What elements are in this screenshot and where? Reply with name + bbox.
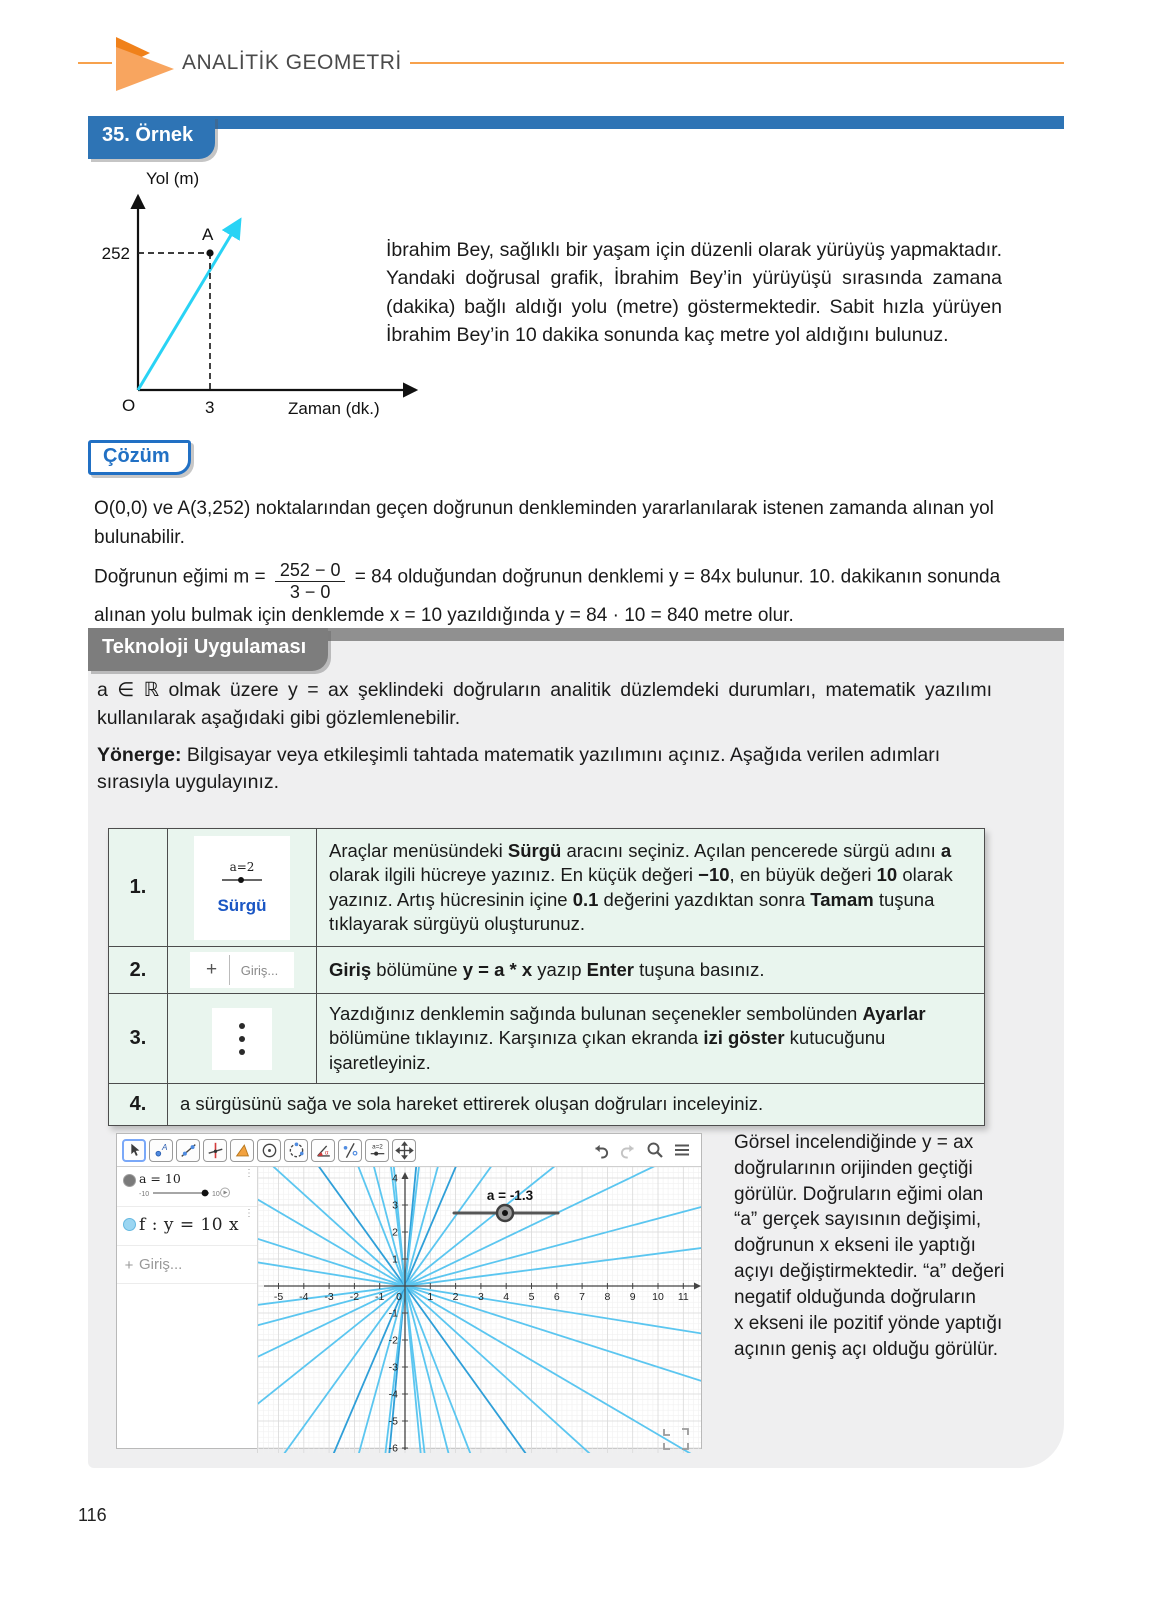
- row-options-dots-icon[interactable]: ⋮: [244, 1208, 254, 1219]
- svg-text:3: 3: [392, 1199, 398, 1212]
- y-axis-label: Yol (m): [146, 169, 200, 188]
- svg-text:6: 6: [553, 1291, 560, 1303]
- algebra-slider-track[interactable]: [139, 1186, 231, 1199]
- header-rule-left: [78, 62, 112, 65]
- svg-text:10: 10: [652, 1291, 664, 1303]
- step-icon-cell: [168, 947, 317, 994]
- solution-line-2: [94, 560, 1002, 631]
- yonerge-text-2: sırasıyla uygulayınız.: [97, 771, 280, 794]
- svg-text:A: A: [161, 1142, 167, 1152]
- technology-banner-title: Teknoloji Uygulaması: [88, 628, 328, 671]
- slider-tool-icon[interactable]: [365, 1139, 389, 1162]
- algebra-function-row[interactable]: [117, 1207, 257, 1246]
- algebra-panel: [117, 1167, 258, 1453]
- point-A-dot: [206, 249, 213, 256]
- function-expression: f : y = 10 x: [139, 1215, 240, 1235]
- step-number: 3.: [109, 994, 168, 1084]
- slope-prefix: Doğrunun eğimi m =: [94, 566, 266, 588]
- point-tool-icon[interactable]: [149, 1139, 173, 1162]
- svg-text:a = -1.3: a = -1.3: [486, 1188, 534, 1203]
- slider-tool-icon: a=2 Sürgü: [194, 836, 290, 940]
- step-number: 4.: [109, 1084, 168, 1125]
- technology-intro: a ∈ ℝ olmak üzere y = ax şeklindeki doğruların analitik düzlemdeki durumları, matematik yazılımı kullanılarak aşağıdaki gibi gözlemlenebilir.: [97, 679, 992, 730]
- slope-fraction: $\frac{252 - 0}{3 - 0}$: [271, 560, 350, 602]
- menu-icon[interactable]: [672, 1140, 692, 1160]
- slope-suffix: = 84 olduğundan doğrunun denklemi y = 84x bulunur. 10. dakikanın sonunda alınan yolu bulmak için denklemde x = 10 yazıldığında y = 84 · 10 = 840 metre olur.: [94, 566, 1001, 627]
- slider-name: a = 10: [139, 1171, 181, 1186]
- svg-text:-5: -5: [273, 1291, 284, 1303]
- svg-text:0: 0: [396, 1291, 402, 1303]
- line-tool-icon[interactable]: [176, 1139, 200, 1162]
- publisher-logo-icon: [112, 35, 176, 91]
- point-A-label: A: [202, 225, 214, 244]
- origin-label: O: [122, 396, 136, 415]
- move-cursor-icon[interactable]: [122, 1139, 146, 1162]
- svg-text:-3: -3: [388, 1361, 398, 1374]
- angle-tool-icon[interactable]: [311, 1139, 335, 1162]
- algebra-slider-row[interactable]: [117, 1167, 257, 1207]
- solution-text: [94, 495, 1002, 639]
- row-options-dots-icon[interactable]: ⋮: [244, 1168, 254, 1179]
- svg-text:-1: -1: [375, 1291, 385, 1303]
- svg-text:3: 3: [477, 1291, 484, 1303]
- step-text: a sürgüsünü sağa ve sola hareket ettirerek oluşan doğruları inceleyiniz.: [168, 1084, 985, 1125]
- svg-text:5: 5: [528, 1291, 535, 1303]
- table-row: [109, 994, 985, 1084]
- svg-text:a=2: a=2: [371, 1143, 383, 1151]
- page-number: 116: [78, 1505, 107, 1525]
- observation-text: Görsel incelendiğinde y = ax doğrularının orijinden geçtiği görülür. Doğruların eğimi olan “a” gerçek sayısının değişimi, doğrunun x ekseni ile yaptığı açıyı değiştirmektedir. “a” değeri negatif olduğunda doğruların x ekseni ile pozitif yönde yaptığı açının geniş açı olduğu görülür.: [734, 1132, 1005, 1360]
- step-text: Yazdığınız denklemin sağında bulunan seçenekler sembolünden Ayarlar bölümüne tıklayınız. Karşınıza çıkan ekranda izi göster kutucuğunu işaretleyiniz.: [317, 994, 985, 1084]
- page-header: [78, 30, 1064, 96]
- svg-text:-1: -1: [388, 1307, 398, 1320]
- svg-text:9: 9: [629, 1291, 636, 1303]
- polygon-tool-icon[interactable]: [230, 1139, 254, 1162]
- example-banner-title: 35. Örnek: [88, 116, 215, 159]
- x-value-label: 3: [205, 398, 215, 417]
- chapter-title: ANALİTİK GEOMETRİ: [182, 51, 402, 74]
- steps-table: [108, 828, 985, 1126]
- svg-text:-2: -2: [388, 1334, 398, 1347]
- svg-text:4: 4: [503, 1291, 510, 1303]
- solution-badge: Çözüm: [88, 440, 191, 475]
- header-rule-right: [410, 62, 1064, 65]
- svg-text:4: 4: [392, 1172, 398, 1185]
- solution-line-1: O(0,0) ve A(3,252) noktalarından geçen doğrunun denkleminden yararlanılarak istenen zamanda alınan yol bulunabilir.: [94, 498, 994, 548]
- example-banner: [88, 116, 1064, 158]
- step-icon-cell: [168, 829, 317, 947]
- svg-text:2: 2: [452, 1291, 459, 1303]
- input-placeholder: Giriş...: [139, 1256, 183, 1273]
- table-row: [109, 947, 985, 994]
- svg-text:8: 8: [604, 1291, 611, 1303]
- svg-text:7: 7: [579, 1291, 586, 1303]
- svg-text:2: 2: [392, 1226, 398, 1239]
- walk-line: [138, 220, 240, 390]
- object-dot-icon[interactable]: [123, 1174, 136, 1187]
- graphics-plot[interactable]: [258, 1167, 701, 1453]
- step-text: Araçlar menüsündeki Sürgü aracını seçiniz. Açılan pencerede sürgü adını a olarak ilgili hücreye yazınız. En küçük değeri −10, en büyük değeri 10 olarak yazınız. Artış hücresinin içine 0.1 değerini yazdıktan sonra Tamam tuşuna tıklayarak sürgüyü oluşturunuz.: [317, 829, 985, 947]
- graphics-view[interactable]: [258, 1167, 701, 1453]
- svg-text:-10: -10: [139, 1191, 150, 1198]
- redo-icon[interactable]: [618, 1140, 638, 1160]
- svg-text:10: 10: [212, 1191, 220, 1198]
- step-number: 1.: [109, 829, 168, 947]
- svg-text:-6: -6: [388, 1442, 398, 1453]
- svg-text:-2: -2: [349, 1291, 360, 1303]
- technology-instructions: [97, 742, 992, 797]
- technology-banner: [88, 628, 1064, 670]
- geogebra-screenshot: [116, 1133, 702, 1453]
- circle-tool-icon[interactable]: [257, 1139, 281, 1162]
- undo-icon[interactable]: [591, 1140, 611, 1160]
- yonerge-text: Bilgisayar veya etkileşimli tahtada matematik yazılımını açınız. Aşağıda verilen adımları: [181, 744, 941, 766]
- slider-glyph-icon: [219, 874, 265, 886]
- svg-text:1: 1: [392, 1253, 398, 1266]
- input-bar-icon: + Giriş...: [190, 952, 294, 988]
- step-text: Giriş bölümüne y = a * x yazıp Enter tuşuna basınız.: [317, 947, 985, 994]
- example-banner-strip: [88, 116, 1064, 129]
- svg-text:α: α: [324, 1149, 329, 1157]
- algebra-input-row[interactable]: [117, 1246, 257, 1284]
- table-row: [109, 829, 985, 947]
- svg-text:-3: -3: [324, 1291, 334, 1303]
- x-axis-label: Zaman (dk.): [288, 399, 380, 418]
- yonerge-label: Yönerge:: [97, 744, 182, 766]
- reflect-tool-icon[interactable]: [338, 1139, 362, 1162]
- step-number: 2.: [109, 947, 168, 994]
- svg-text:-4: -4: [388, 1388, 398, 1401]
- y-value-label: 252: [101, 244, 130, 263]
- step-icon-cell: [168, 994, 317, 1084]
- compass-tool-icon[interactable]: [284, 1139, 308, 1162]
- move-graphics-tool-icon[interactable]: [392, 1139, 416, 1162]
- search-icon[interactable]: [645, 1140, 665, 1160]
- svg-text:-5: -5: [388, 1415, 398, 1428]
- add-icon[interactable]: +: [124, 1257, 134, 1274]
- plus-icon: +: [205, 959, 218, 980]
- options-dots-icon: [212, 1008, 272, 1070]
- svg-text:11: 11: [677, 1291, 689, 1303]
- problem-text: İbrahim Bey, sağlıklı bir yaşam için düzenli olarak yürüyüş yapmaktadır. Yandaki doğrusal grafik, İbrahim Bey’in yürüyüşü sırasında zamana (dakika) bağlı aldığı yolu (metre) göstermektedir. Sabit hızla yürüyen İbrahim Bey’in 10 dakika sonunda kaç metre yol aldığını bulunuz.: [386, 239, 1002, 347]
- object-dot-icon[interactable]: [123, 1218, 136, 1231]
- svg-text:1: 1: [427, 1291, 434, 1303]
- svg-text:-4: -4: [299, 1291, 309, 1303]
- table-row: [109, 1084, 985, 1125]
- perpendicular-line-tool-icon[interactable]: [203, 1139, 227, 1162]
- play-icon: [224, 1191, 228, 1195]
- geogebra-toolbar: [117, 1134, 701, 1167]
